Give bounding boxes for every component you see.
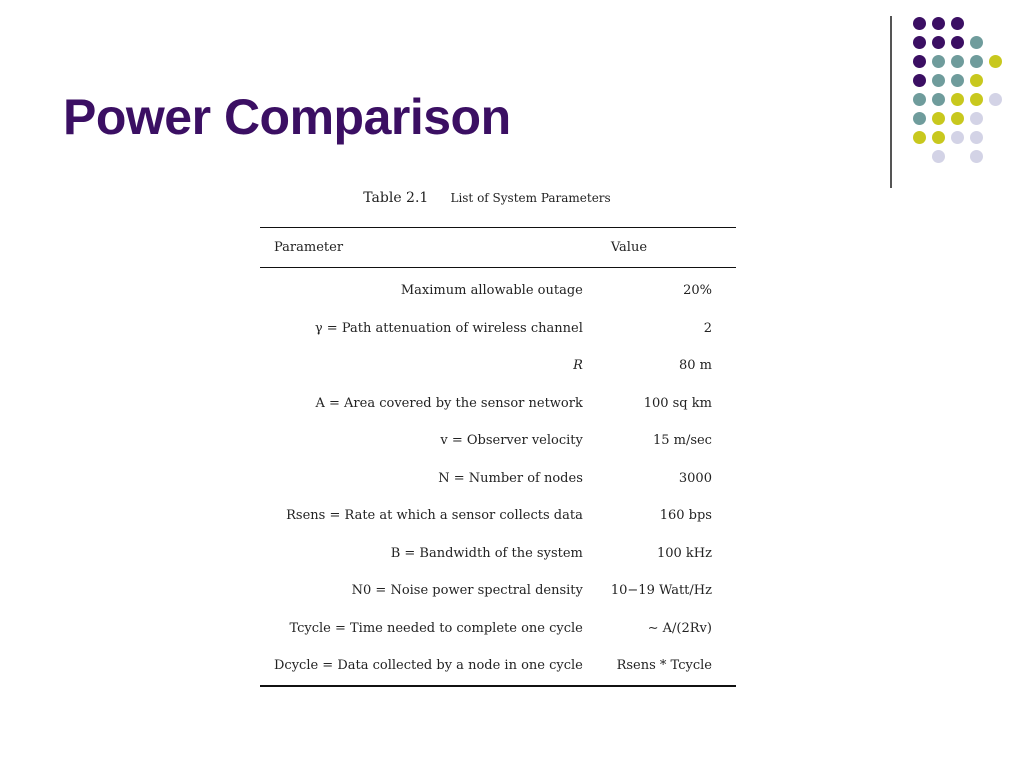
value-cell: 160 bps — [659, 508, 712, 524]
decorative-dot — [913, 131, 926, 144]
decorative-dot — [951, 55, 964, 68]
decorative-dot — [913, 36, 926, 49]
decorative-dot — [932, 55, 945, 68]
header-parameter: Parameter — [274, 240, 344, 255]
decorative-dot — [970, 131, 983, 144]
header-value: Value — [610, 240, 648, 255]
decorative-dot — [970, 150, 983, 163]
decorative-dot — [970, 36, 983, 49]
value-cell: 20% — [683, 283, 712, 299]
parameter-cell: N0 = Noise power spectral density — [351, 583, 583, 599]
value-cell: 100 sq km — [643, 395, 712, 411]
table-header-row — [260, 228, 736, 268]
value-cell: 2 — [703, 320, 712, 336]
decorative-dot — [913, 93, 926, 106]
table-number: Table 2.1 — [363, 190, 429, 206]
value-cell: 10−19 Watt/Hz — [610, 583, 712, 599]
decorative-dot-grid — [0, 0, 1024, 200]
parameter-cell: γ = Path attenuation of wireless channel — [314, 320, 583, 336]
table-caption-text: List of System Parameters — [450, 191, 611, 205]
decorative-dot — [913, 17, 926, 30]
parameter-cell: Tcycle = Time needed to complete one cycle — [289, 620, 583, 636]
decorative-dot — [951, 36, 964, 49]
decorative-dot — [932, 150, 945, 163]
decorative-dot — [951, 93, 964, 106]
decorative-dot — [970, 112, 983, 125]
table-row — [260, 610, 736, 648]
decorative-dot — [932, 93, 945, 106]
parameter-cell: B = Bandwidth of the system — [390, 545, 583, 561]
decorative-dot — [932, 74, 945, 87]
parameters-table — [260, 227, 736, 687]
table-row — [260, 460, 736, 498]
parameter-cell: Dcycle = Data collected by a node in one cycle — [274, 658, 583, 674]
parameter-cell: N = Number of nodes — [438, 470, 583, 486]
value-cell: ∼ A/(2Rv) — [647, 620, 712, 636]
decorative-dot — [932, 36, 945, 49]
decorative-dot — [932, 17, 945, 30]
parameter-cell: A = Area covered by the sensor network — [315, 395, 583, 411]
table-row — [260, 385, 736, 423]
decorative-dot — [932, 112, 945, 125]
value-cell: Rsens * Tcycle — [616, 658, 712, 674]
table-row — [260, 572, 736, 610]
table-row — [260, 268, 736, 310]
table-row — [260, 497, 736, 535]
value-cell: 100 kHz — [656, 545, 712, 561]
table-row — [260, 422, 736, 460]
decorative-dot — [913, 74, 926, 87]
table-row — [260, 310, 736, 348]
decorative-dot — [913, 112, 926, 125]
decorative-dot — [951, 74, 964, 87]
value-cell: 15 m/sec — [652, 433, 712, 449]
parameter-cell: v = Observer velocity — [440, 433, 583, 449]
decorative-dot — [913, 55, 926, 68]
parameter-cell: Rsens = Rate at which a sensor collects data — [286, 508, 583, 524]
decorative-dot — [970, 93, 983, 106]
parameter-cell: Maximum allowable outage — [400, 283, 583, 299]
decorative-dot — [970, 74, 983, 87]
table-row — [260, 647, 736, 686]
value-cell: 80 m — [678, 358, 712, 374]
table-row — [260, 347, 736, 385]
value-cell: 3000 — [678, 470, 712, 486]
slide-title: Power Comparison — [63, 89, 511, 145]
decorative-dot — [951, 112, 964, 125]
parameter-cell: R — [573, 358, 583, 374]
decorative-dot — [951, 17, 964, 30]
decorative-dot — [932, 131, 945, 144]
table-row — [260, 535, 736, 573]
decorative-dot — [989, 93, 1002, 106]
decorative-dot — [970, 55, 983, 68]
table-caption — [260, 190, 714, 206]
decorative-dot — [951, 131, 964, 144]
decorative-dot — [989, 55, 1002, 68]
